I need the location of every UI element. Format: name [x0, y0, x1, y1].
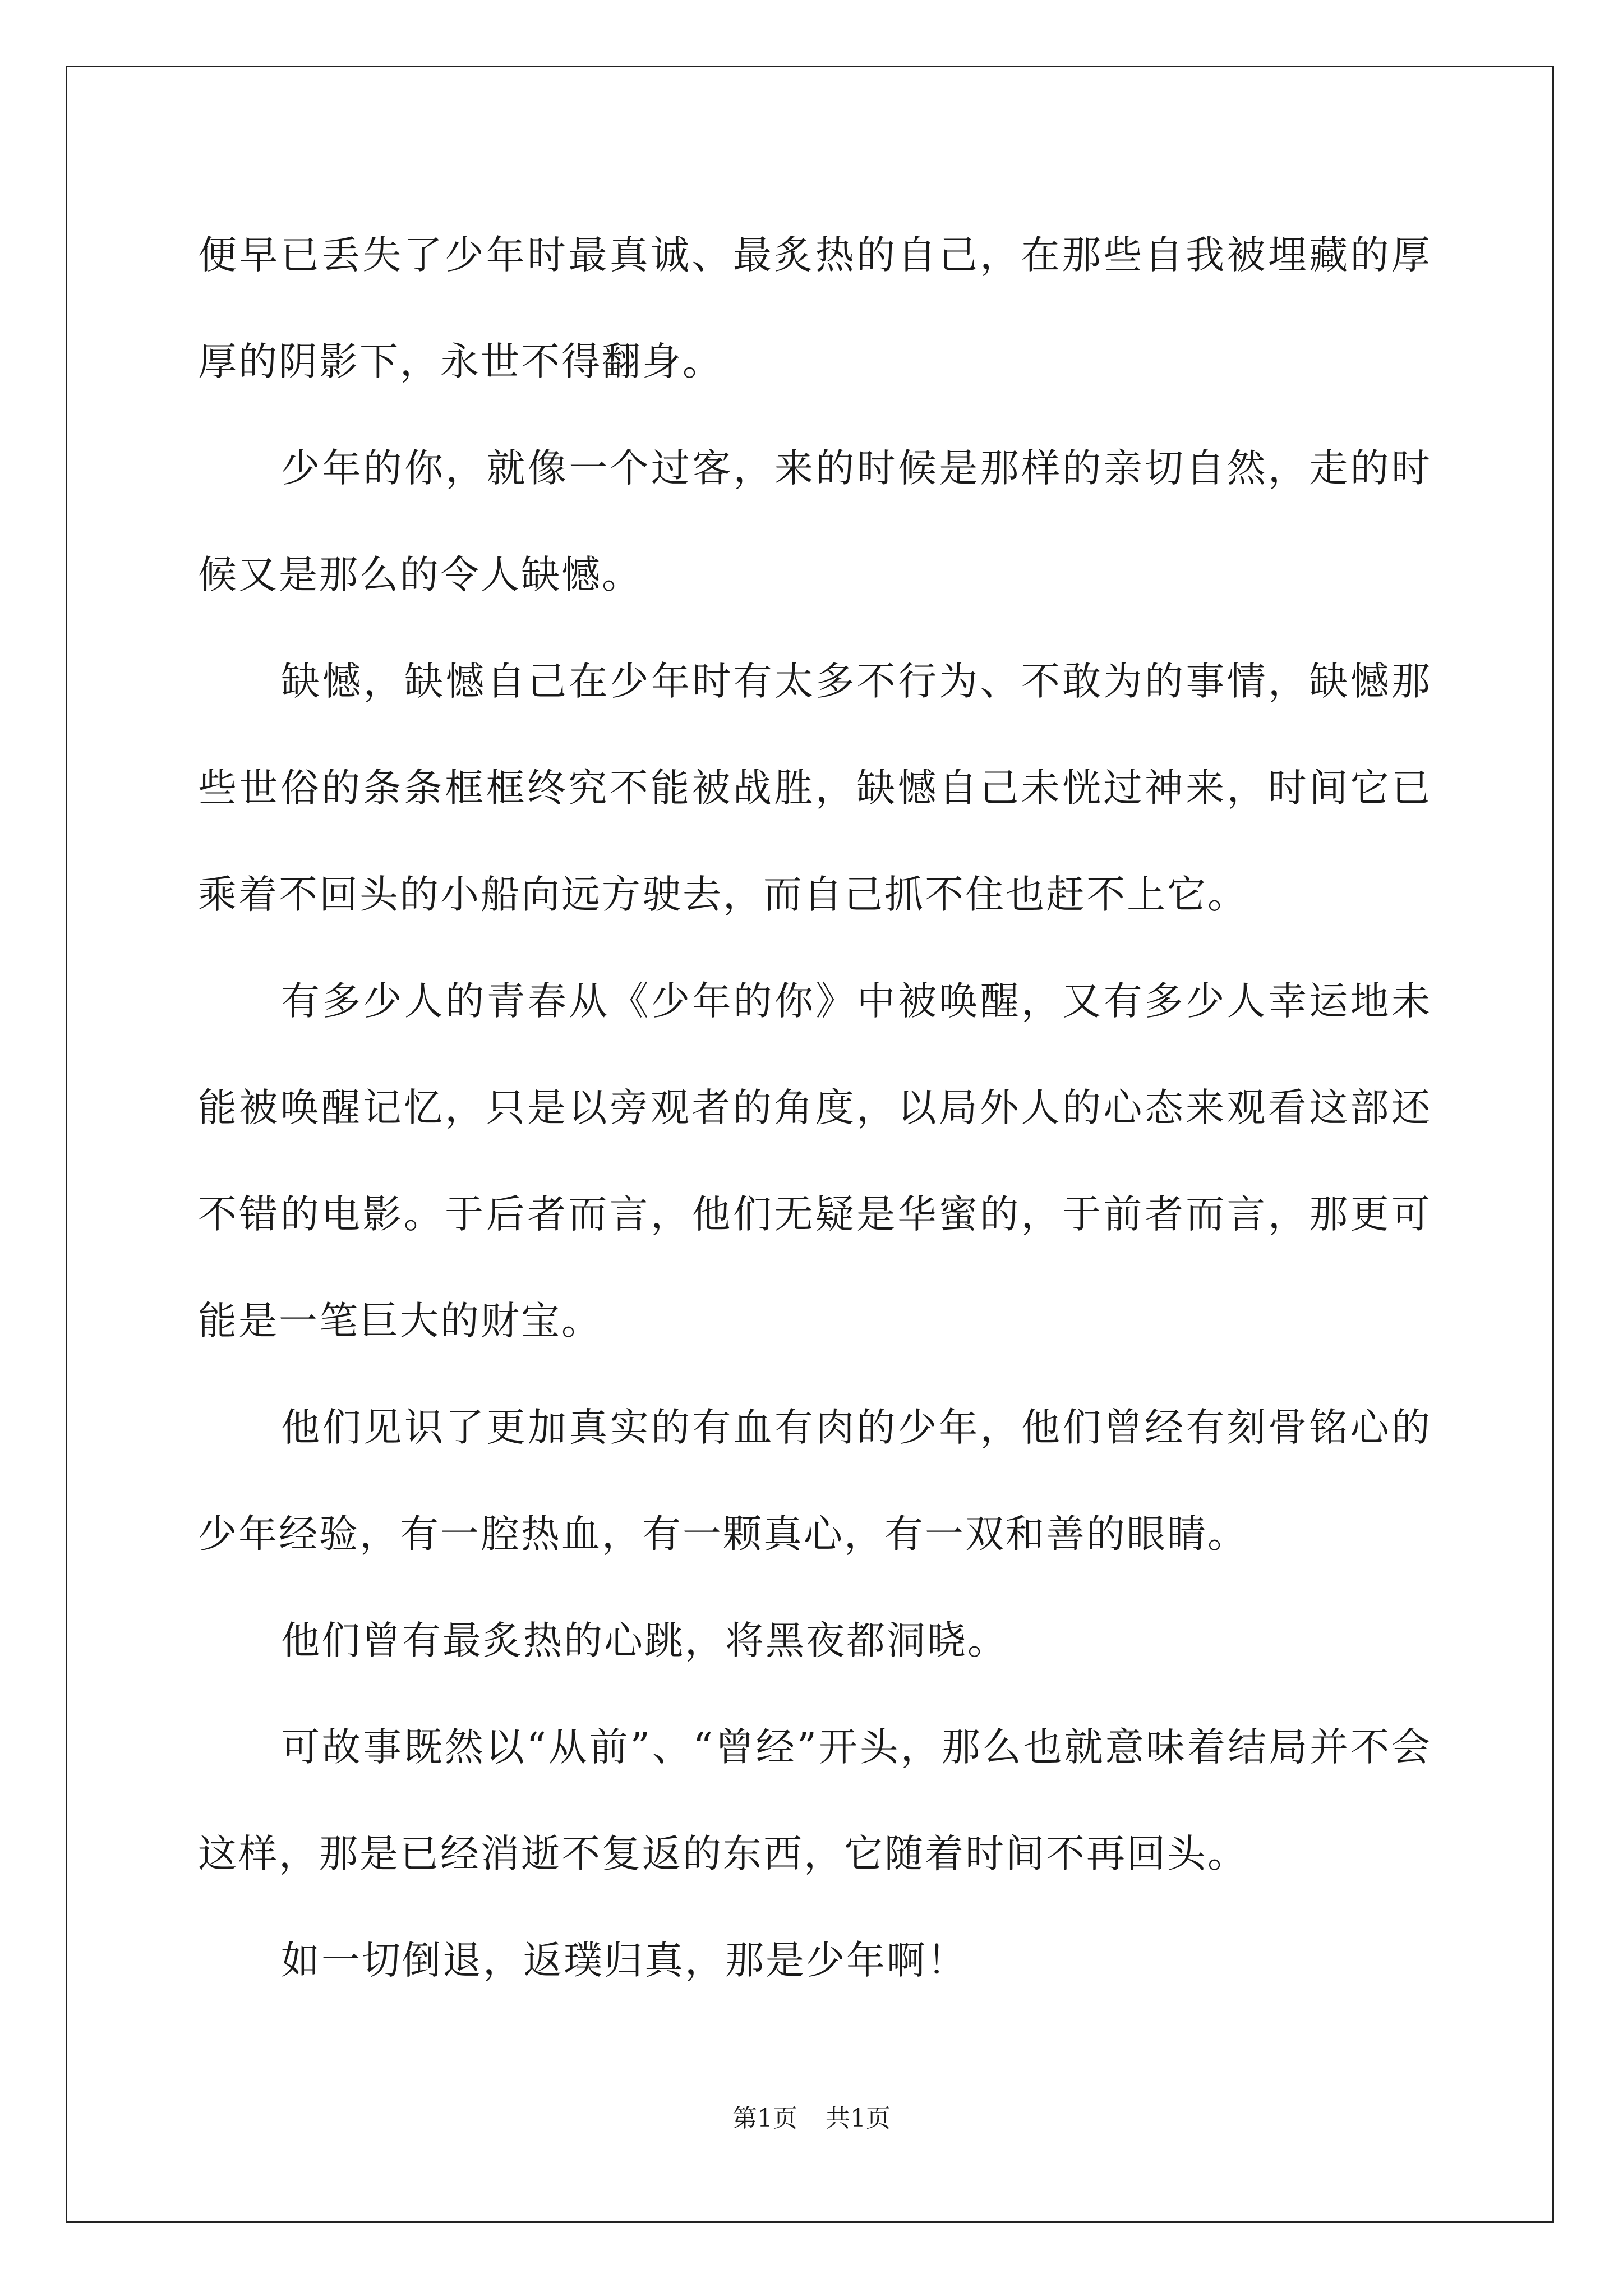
- page-number: 第1页: [732, 2104, 797, 2133]
- page-footer: [0, 2098, 1623, 2134]
- page-total: 共1页: [826, 2104, 891, 2133]
- paragraph-7: 可故事既然以“从前”、“曾经”开头，那么也就意味着结局并不会这样，那是已经消逝不复返的东西，它随着时间不再回头。: [198, 1725, 1432, 1876]
- paragraph-1: 便早已丢失了少年时最真诚、最炙热的自己，在那些自我被埋藏的厚厚的阴影下，永世不得翻身。: [198, 233, 1432, 384]
- paragraph-3: 缺憾，缺憾自己在少年时有太多不行为、不敢为的事情，缺憾那些世俗的条条框框终究不能被战胜，缺憾自己未恍过神来，时间它已乘着不回头的小船向远方驶去，而自己抓不住也赶不上它。: [198, 659, 1432, 917]
- paragraph-8: 如一切倒退，返璞归真，那是少年啊！: [281, 1938, 967, 1983]
- paragraph-4: 有多少人的青春从《少年的你》中被唤醒，又有多少人幸运地未能被唤醒记忆，只是以旁观者的角度，以局外人的心态来观看这部还不错的电影。于后者而言，他们无疑是华蜜的，于前者而言，那更可能是一笔巨大的财宝。: [198, 979, 1432, 1343]
- document-body: [198, 202, 1432, 2014]
- paragraph-2: 少年的你，就像一个过客，来的时候是那样的亲切自然，走的时候又是那么的令人缺憾。: [198, 446, 1432, 597]
- paragraph-6: 他们曾有最炙热的心跳，将黑夜都洞晓。: [281, 1618, 1008, 1663]
- paragraph-5: 他们见识了更加真实的有血有肉的少年，他们曾经有刻骨铭心的少年经验，有一腔热血，有一颗真心，有一双和善的眼睛。: [198, 1405, 1432, 1557]
